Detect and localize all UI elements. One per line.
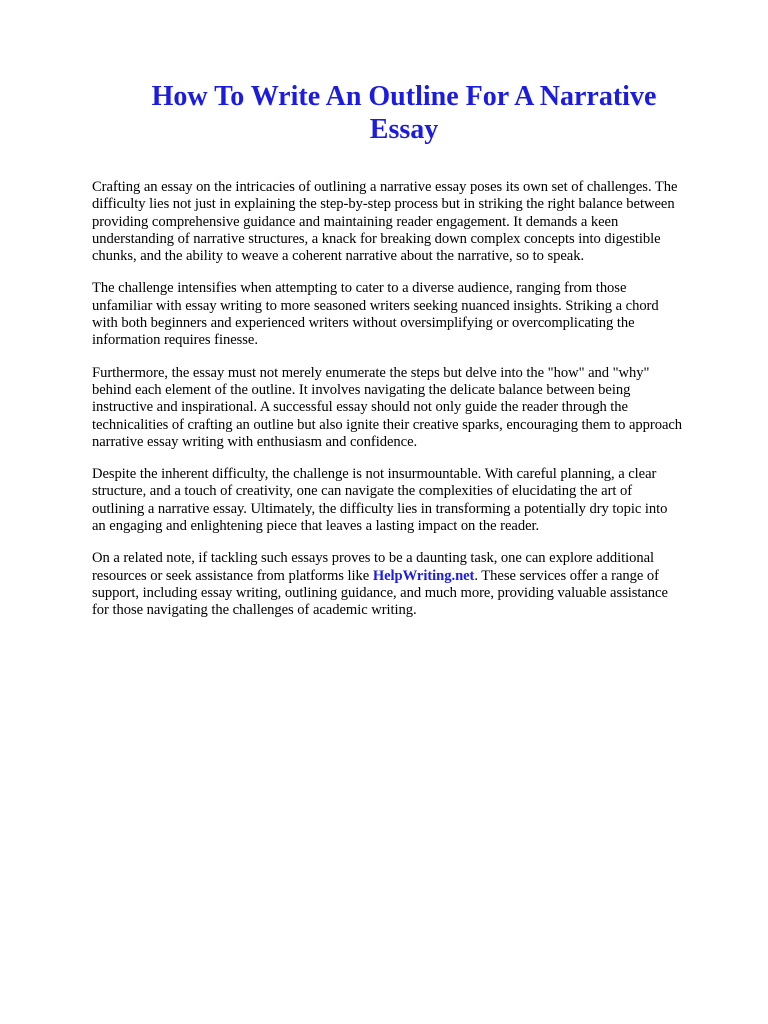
text-line: understanding of narrative structures, a knack for breaking down complex concepts into digestible	[92, 230, 661, 247]
text-line: structure, and a touch of creativity, one can navigate the complexities of elucidating the art of	[92, 483, 633, 500]
text-line: technicalities of crafting an outline but also ignite their creative sparks, encouraging them to approach	[92, 416, 683, 433]
title-line-2: Essay	[369, 114, 439, 145]
paragraph-2	[92, 280, 732, 349]
paragraph-3	[92, 365, 732, 451]
text-segment: resources or seek assistance from platforms like	[92, 567, 373, 584]
article-body	[92, 179, 732, 635]
text-line: chunks, and the ability to weave a coherent narrative about the narrative, so to speak.	[92, 248, 585, 265]
text-line: Despite the inherent difficulty, the challenge is not insurmountable. With careful planning, a clear	[92, 466, 657, 483]
text-line: with both beginners and experienced writers without oversimplifying or overcomplicating the	[92, 315, 635, 332]
text-line: On a related note, if tackling such essays proves to be a daunting task, one can explore additional	[92, 550, 655, 567]
text-line: unfamiliar with essay writing to more seasoned writers seeking nuanced insights. Striking a chord	[92, 297, 659, 314]
text-line: for those navigating the challenges of academic writing.	[92, 602, 417, 619]
title-line-1: How To Write An Outline For A Narrative	[151, 81, 657, 112]
text-line: outlining a narrative essay. Ultimately, the difficulty lies in transforming a potentially dry topic into	[92, 500, 668, 517]
paragraph-5	[92, 550, 732, 619]
text-line: difficulty lies not just in explaining the step-by-step process but in striking the right balance between	[92, 196, 675, 213]
text-line: information requires finesse.	[92, 332, 258, 349]
text-line-with-link	[92, 568, 732, 585]
text-line: support, including essay writing, outlining guidance, and much more, providing valuable assistance	[92, 584, 668, 601]
text-line: instructive and inspirational. A successful essay should not only guide the reader through the	[92, 399, 628, 416]
text-line: an engaging and enlightening piece that leaves a lasting impact on the reader.	[92, 518, 540, 535]
text-line: Furthermore, the essay must not merely enumerate the steps but delve into the "how" and "why"	[92, 364, 650, 381]
text-line: narrative essay writing with enthusiasm and confidence.	[92, 433, 418, 450]
text-segment: . These services offer a range of	[474, 567, 659, 584]
text-line: The challenge intensifies when attempting to cater to a diverse audience, ranging from those	[92, 280, 627, 297]
text-line: behind each element of the outline. It involves navigating the delicate balance between being	[92, 381, 631, 398]
text-line: Crafting an essay on the intricacies of outlining a narrative essay poses its own set of challenges. The	[92, 179, 678, 195]
paragraph-1	[92, 179, 732, 265]
page-title	[96, 80, 712, 146]
paragraph-4	[92, 466, 732, 535]
text-line: providing comprehensive guidance and maintaining reader engagement. It demands a keen	[92, 213, 619, 230]
helpwriting-link[interactable]: HelpWriting.net	[372, 567, 475, 584]
